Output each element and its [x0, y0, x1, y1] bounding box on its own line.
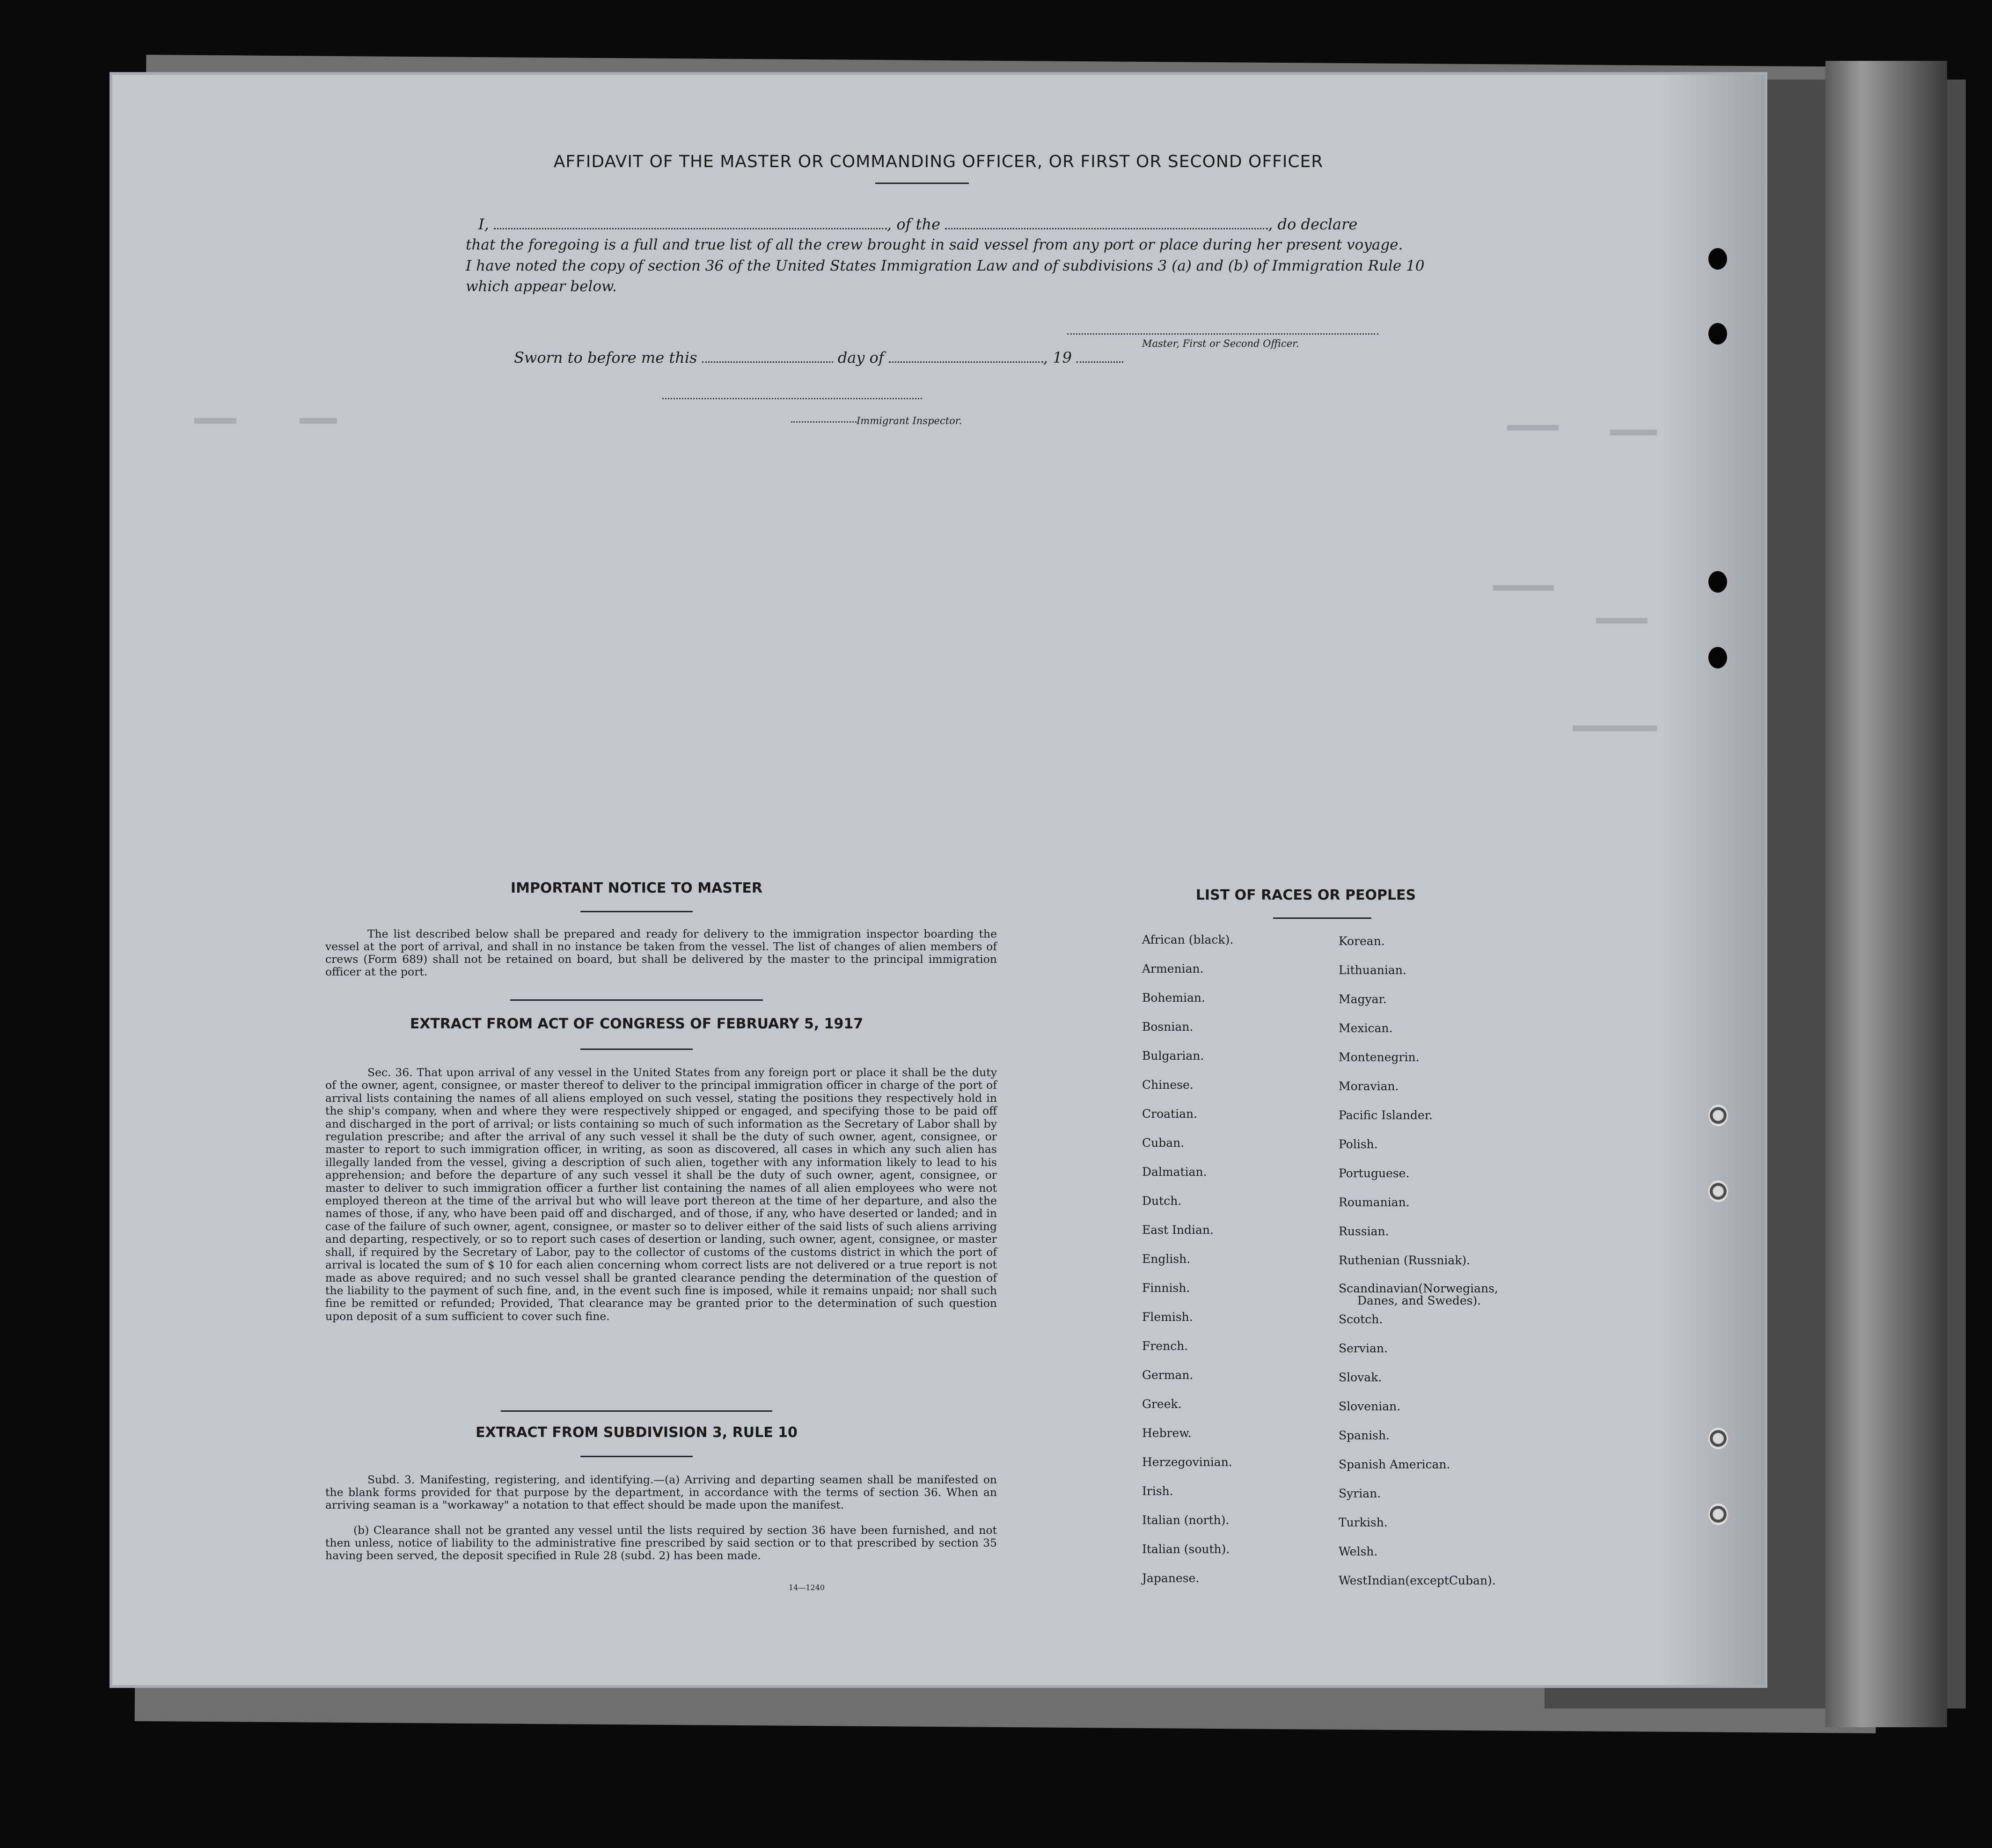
race-entry: Dutch. — [1142, 1194, 1182, 1208]
sworn-line — [514, 349, 1123, 367]
inspector-signature-line — [662, 398, 922, 399]
sworn-day: day of — [837, 349, 884, 367]
race-entry: Flemish. — [1142, 1310, 1193, 1324]
inspector-short-line — [791, 421, 857, 423]
affidavit-line1-end: , do declare — [1268, 215, 1358, 233]
race-entry: Bohemian. — [1142, 991, 1205, 1005]
rule-text-b: (b) Clearance shall not be granted any vessel until the lists required by section 36 have been furnished, and not then unless, notice of liability to the administrative fine prescribed by said section or to that prescribed by section 35 having been served, the deposit specified in Rule 28 (subd. 2) has been made. — [325, 1524, 997, 1562]
form-number: 14—1240 — [789, 1583, 825, 1592]
affidavit-title: AFFIDAVIT OF THE MASTER OR COMMANDING OFFICER, OR FIRST OR SECOND OFFICER — [553, 152, 1324, 171]
race-entry: Servian. — [1339, 1342, 1388, 1355]
race-entry: Armenian. — [1142, 962, 1204, 975]
race-entry: German. — [1142, 1368, 1194, 1382]
race-entry: Chinese. — [1142, 1078, 1194, 1092]
grommet — [1708, 1503, 1728, 1525]
punch-hole — [1708, 571, 1727, 593]
race-entry: Italian (north). — [1142, 1513, 1230, 1527]
grommet — [1708, 1181, 1728, 1202]
race-entry: Dalmatian. — [1142, 1165, 1207, 1179]
race-entry: Magyar. — [1339, 992, 1387, 1006]
punch-hole — [1708, 248, 1727, 270]
race-entry: Slovenian. — [1339, 1400, 1401, 1413]
race-entry: Lithuanian. — [1339, 963, 1406, 977]
race-entry: Bosnian. — [1142, 1020, 1194, 1034]
bleed-through-mark — [1596, 618, 1648, 623]
notice-rule — [580, 911, 693, 912]
inspector-caption: Immigrant Inspector. — [857, 415, 962, 426]
year-blank — [1077, 352, 1123, 363]
race-entry: Italian (south). — [1142, 1542, 1230, 1556]
race-entry: WestIndian(exceptCuban). — [1339, 1574, 1496, 1587]
race-entry: Welsh. — [1339, 1545, 1378, 1558]
punch-hole — [1708, 323, 1727, 345]
race-entry: Moravian. — [1339, 1079, 1399, 1093]
act-text: Sec. 36. That upon arrival of any vessel in the United States from any foreign port or place it shall be the duty of the owner, agent, consignee, or master thereof to deliver to the principal immigration officer in charge of the port of arrival lists containing the names of all aliens employed on such vessel, stating the positions they respectively hold in the ship's company, when and where they were respectively shipped or engaged, and specifying those to be paid off and discharged in the port of arrival; or lists containing so much of such information as the Secretary of Labor shall by regulation prescribe; and after the arrival of any such vessel it shall be the duty of such owner, agent, consignee, or master to report to such immigration officer, in writing, as soon as discovered, all cases in which any such alien has illegally landed from the vessel, giving a description of such alien, together with any information likely to lead to his apprehension; and before the departure of any such vessel it shall be the duty of such owner, agent, consignee, or master to deliver to such immigration officer a further list containing the names of all alien employees who were not employed thereon at the time of the arrival but who will leave port thereon at the time of her departure, and also the names of those, if any, who have been paid off and discharged, and of those, if any, who have deserted or landed; and in case of the failure of such owner, agent, consignee, or master so to deliver either of the said lists of such aliens arriving and departing, respectively, or so to report such cases of desertion or landing, such owner, agent, consignee, or master shall, if required by the Secretary of Labor, pay to the collector of customs of the customs district in which the port of arrival is located the sum of $ 10 for each alien concerning whom correct lists are not delivered or a true report is not made as above required; and no such vessel shall be granted clearance pending the determination of the question of the liability to the payment of such fine, and, in the event such fine is imposed, while it remains unpaid; nor shall such fine be remitted or refunded; Provided, That clearance may be granted prior to the determination of such question upon deposit of a sum sufficient to cover such fine. — [325, 1066, 997, 1323]
race-entry: Bulgarian. — [1142, 1049, 1204, 1063]
race-entry: French. — [1142, 1339, 1188, 1353]
race-entry: Japanese. — [1142, 1571, 1200, 1585]
race-entry-continuation: Danes, and Swedes). — [1357, 1294, 1481, 1307]
race-entry: Scandinavian(Norwegians, — [1339, 1282, 1498, 1295]
sworn-year: , 19 — [1043, 349, 1072, 367]
affidavit-line-4: which appear below. — [466, 278, 617, 295]
bleed-through-mark — [300, 418, 337, 424]
race-entry: Croatian. — [1142, 1107, 1198, 1121]
title-rule — [875, 183, 969, 184]
race-entry: Montenegrin. — [1339, 1050, 1420, 1064]
month-blank — [889, 352, 1043, 363]
bleed-through-mark — [1493, 585, 1554, 591]
rule-rule — [580, 1456, 693, 1457]
act-rule — [580, 1049, 693, 1050]
race-entry: English. — [1142, 1252, 1191, 1266]
race-entry: Greek. — [1142, 1397, 1182, 1411]
sworn-start: Sworn to before me this — [514, 349, 697, 367]
race-entry: Polish. — [1339, 1137, 1378, 1151]
race-entry: Herzegovinian. — [1142, 1455, 1232, 1469]
notice-text: The list described below shall be prepared and ready for delivery to the immigration inspector boarding the vessel at the port of arrival, and shall in no instance be taken from the vessel. The list of changes of alien members of crews (Form 689) shall not be retained on board, but shall be delivered by the master to the principal immigration officer at the port. — [325, 927, 997, 978]
race-entry: Roumanian. — [1339, 1195, 1410, 1209]
vessel-blank — [945, 219, 1268, 229]
affidavit-line-3: I have noted the copy of section 36 of the United States Immigration Law and of subdivisions 3 (a) and (b) of Immigration Rule 10 — [466, 257, 1425, 274]
race-entry: Slovak. — [1339, 1371, 1382, 1384]
race-entry: Cuban. — [1142, 1136, 1185, 1150]
bleed-through-mark — [1507, 425, 1559, 431]
name-blank — [494, 219, 887, 229]
race-entry: Syrian. — [1339, 1487, 1381, 1500]
race-entry: African (black). — [1142, 933, 1234, 946]
race-entry: Pacific Islander. — [1339, 1108, 1433, 1122]
section-divider-1 — [510, 999, 763, 1001]
race-entry: Russian. — [1339, 1225, 1389, 1238]
race-entry: Korean. — [1339, 934, 1385, 948]
affidavit-line-1 — [478, 215, 1357, 233]
binder-edge — [1825, 61, 1947, 1727]
race-entry: Portuguese. — [1339, 1166, 1410, 1180]
punch-hole — [1708, 647, 1727, 668]
race-entry: Turkish. — [1339, 1516, 1388, 1529]
race-entry: Finnish. — [1142, 1281, 1190, 1295]
races-rule — [1273, 917, 1371, 919]
grommet — [1708, 1428, 1728, 1449]
officer-caption: Master, First or Second Officer. — [1142, 338, 1299, 349]
bleed-through-mark — [1610, 430, 1657, 435]
race-entry: Scotch. — [1339, 1313, 1383, 1326]
rule-text-a: Subd. 3. Manifesting, registering, and identifying.—(a) Arriving and departing seamen shall be manifested on the blank forms provided for that purpose by the department, in accordance with the terms of section 36. When an arriving seaman is a "workaway" a notation to that effect should be made upon the manifest. — [325, 1473, 997, 1511]
races-heading: LIST OF RACES OR PEOPLES — [1195, 887, 1416, 903]
document-page — [112, 75, 1765, 1685]
race-entry: Hebrew. — [1142, 1426, 1192, 1440]
notice-heading: IMPORTANT NOTICE TO MASTER — [511, 880, 762, 896]
race-entry: East Indian. — [1142, 1223, 1214, 1237]
bleed-through-mark — [194, 418, 236, 424]
race-entry: Mexican. — [1339, 1021, 1393, 1035]
officer-signature-line — [1067, 333, 1378, 335]
act-heading: EXTRACT FROM ACT OF CONGRESS OF FEBRUARY 5, 1917 — [410, 1016, 864, 1032]
affidavit-line1-start: I, — [478, 215, 489, 233]
day-blank — [702, 352, 833, 363]
affidavit-line1-mid: , of the — [886, 215, 941, 233]
affidavit-line-2: that the foregoing is a full and true list of all the crew brought in said vessel from any port or place during her present voyage. — [466, 236, 1403, 253]
race-entry: Ruthenian (Russniak). — [1339, 1254, 1471, 1267]
section-divider-2 — [501, 1410, 772, 1412]
grommet — [1708, 1105, 1728, 1126]
rule-heading: EXTRACT FROM SUBDIVISION 3, RULE 10 — [476, 1424, 798, 1441]
race-entry: Spanish American. — [1339, 1458, 1450, 1471]
race-entry: Irish. — [1142, 1484, 1173, 1498]
race-entry: Spanish. — [1339, 1429, 1390, 1442]
bleed-through-mark — [1573, 726, 1657, 731]
